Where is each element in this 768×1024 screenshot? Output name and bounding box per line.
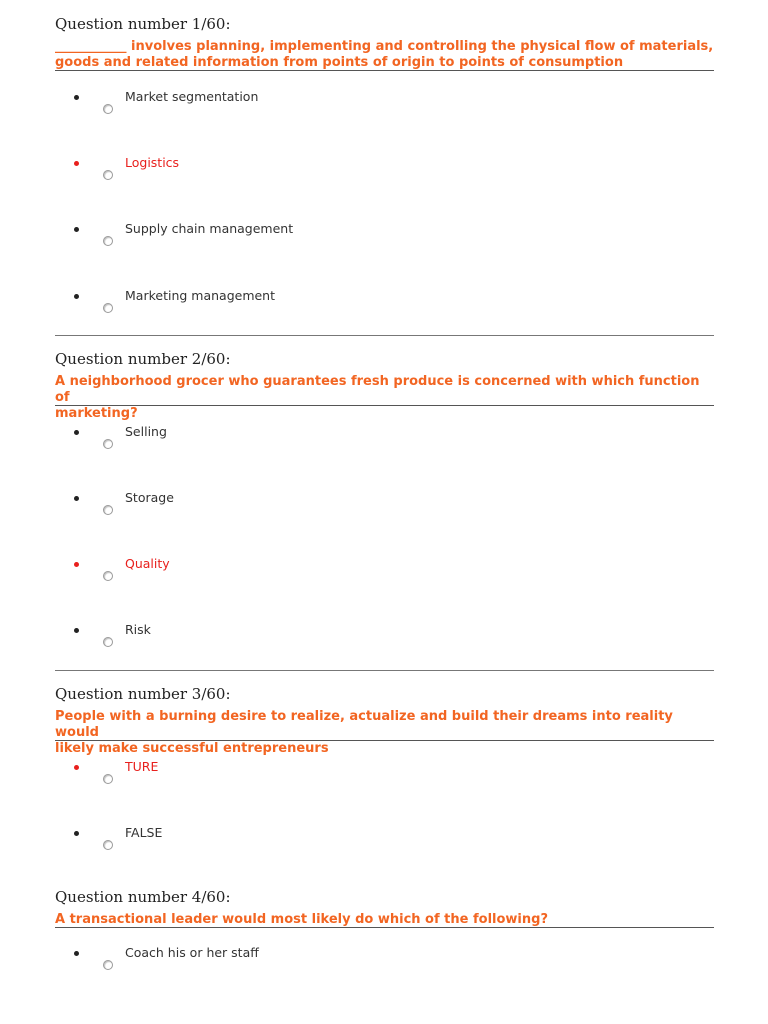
radio-button[interactable] [103, 439, 113, 449]
bullet-icon [74, 227, 79, 232]
bullet-icon [74, 628, 79, 633]
bullet-icon [74, 95, 79, 100]
radio-button[interactable] [103, 571, 113, 581]
option-label: TURE [125, 759, 159, 774]
bullet-icon [74, 496, 79, 501]
question-4-text: A transactional leader would most likely do which of the following? [55, 912, 548, 927]
bullet-icon [74, 831, 79, 836]
question-3-option-2[interactable] [0, 825, 768, 865]
question-4-option-1[interactable] [0, 945, 768, 985]
option-label: Supply chain management [125, 221, 294, 236]
bullet-icon [74, 294, 79, 299]
option-label: FALSE [125, 825, 163, 840]
question-1-option-2[interactable] [0, 155, 768, 195]
radio-button[interactable] [103, 170, 113, 180]
option-label: Marketing management [125, 288, 276, 303]
option-label: Storage [125, 490, 174, 505]
question-1-option-3[interactable] [0, 221, 768, 261]
question-1-option-1[interactable] [0, 89, 768, 129]
radio-button[interactable] [103, 960, 113, 970]
question-2-option-3[interactable] [0, 556, 768, 596]
question-4-underline [55, 927, 714, 928]
option-label: Risk [125, 622, 151, 637]
question-2-underline [55, 405, 714, 406]
question-1-title: Question number 1/60: [55, 15, 231, 33]
question-3-text: People with a burning desire to realize, actualize and build their dreams into reality would likely make successful entrepreneurs [55, 709, 673, 756]
bullet-icon [74, 562, 79, 567]
radio-button[interactable] [103, 303, 113, 313]
question-2-option-1[interactable] [0, 424, 768, 464]
question-1-option-4[interactable] [0, 288, 768, 328]
question-4-title: Question number 4/60: [55, 888, 231, 906]
option-label: Selling [125, 424, 167, 439]
option-label: Coach his or her staff [125, 945, 259, 960]
question-2-title: Question number 2/60: [55, 350, 231, 368]
question-1-text: ___________ involves planning, implementing and controlling the physical flow of materials, goods and related information from points of origin to points of consumption [55, 39, 714, 70]
radio-button[interactable] [103, 637, 113, 647]
radio-button[interactable] [103, 505, 113, 515]
option-label: Quality [125, 556, 170, 571]
radio-button[interactable] [103, 774, 113, 784]
option-label: Logistics [125, 155, 180, 170]
radio-button[interactable] [103, 840, 113, 850]
question-3-title: Question number 3/60: [55, 685, 231, 703]
bullet-icon [74, 951, 79, 956]
question-2-text: A neighborhood grocer who guarantees fresh produce is concerned with which function of marketing? [55, 374, 700, 421]
question-separator [55, 335, 714, 336]
radio-button[interactable] [103, 236, 113, 246]
question-1-underline [55, 70, 714, 71]
option-label: Market segmentation [125, 89, 259, 104]
bullet-icon [74, 161, 79, 166]
question-3-option-1[interactable] [0, 759, 768, 799]
question-separator [55, 670, 714, 671]
question-2-option-4[interactable] [0, 622, 768, 662]
question-2-option-2[interactable] [0, 490, 768, 530]
bullet-icon [74, 765, 79, 770]
question-3-underline [55, 740, 714, 741]
bullet-icon [74, 430, 79, 435]
radio-button[interactable] [103, 104, 113, 114]
